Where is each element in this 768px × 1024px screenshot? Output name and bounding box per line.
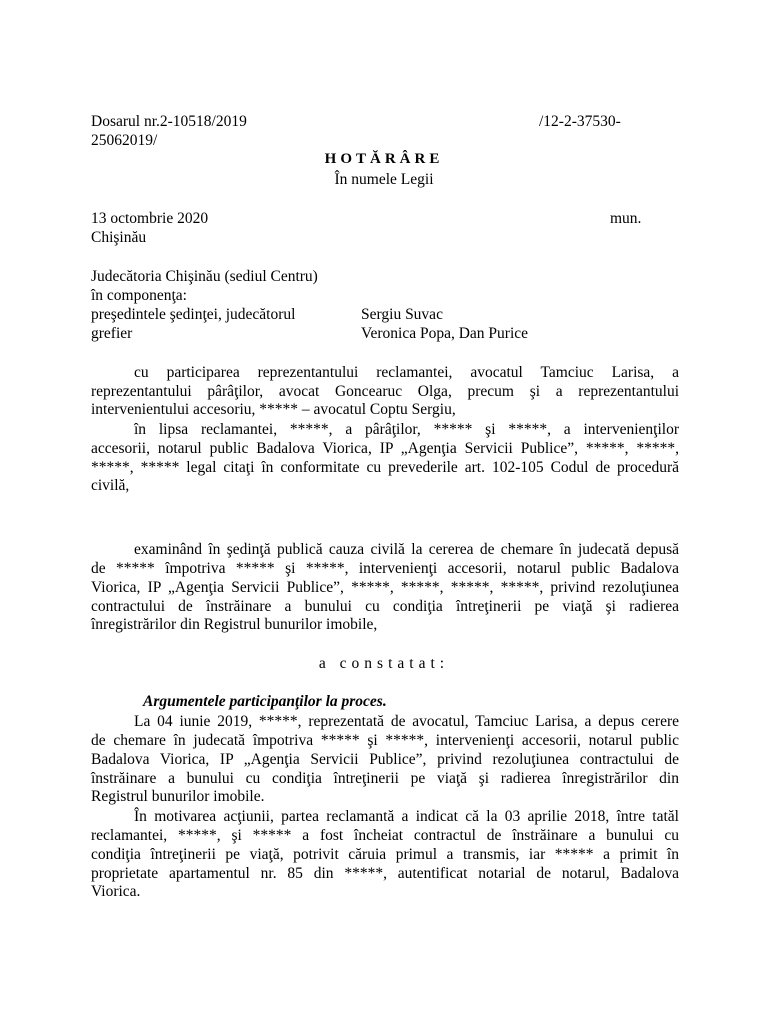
- paragraph-line: de ***** împotriva ***** şi *****, intervenienţi accesorii, notarul public Badalova: [91, 560, 679, 577]
- section-heading: Argumentele participanţilor la proces.: [143, 693, 387, 710]
- paragraph-line: înstrăinare a bunului cu condiţia întreţinerii pe viaţă şi radierea înregistrărilor din: [91, 770, 679, 787]
- paragraph-line: Viorica, IP „Agenţia Servicii Publice”, *****, *****, *****, *****, privind rezoluţiunea: [91, 579, 679, 596]
- paragraph-line: de chemare în judecată împotriva ***** şi *****, intervenienţi accesorii, notarul public: [91, 732, 679, 749]
- paragraph-line: condiţia întreţinerii pe viaţă, potrivit căruia primul a transmis, iar ***** a primit în: [91, 846, 679, 863]
- court-name: Judecătoria Chişinău (sediul Centru): [91, 268, 318, 285]
- paragraph-line: proprietate apartamentul nr. 85 din *****, autentificat notarial de notarul, Badalova: [91, 865, 679, 882]
- paragraph-line: *****, ***** legal citaţi în conformitate cu prevederile art. 102-105 Codul de procedură: [91, 459, 679, 476]
- constatat-heading: a constatat:: [318, 655, 450, 672]
- document-subtitle: În numele Legii: [334, 171, 434, 188]
- clerk-label: grefier: [91, 325, 133, 342]
- court-composition: în componenţa:: [91, 287, 187, 304]
- case-number: Dosarul nr.2-10518/2019: [91, 113, 247, 130]
- paragraph-line: Badalova Viorica, IP „Agenţia Servicii Publice”, privind rezoluţiunea contractului de: [91, 751, 679, 768]
- paragraph-line: Registrul bunurilor imobile.: [91, 788, 265, 805]
- clerk-name: Veronica Popa, Dan Purice: [361, 325, 529, 342]
- paragraph-line: intervenientului accesoriu, ***** – avocatul Coptu Sergiu,: [91, 401, 456, 418]
- decision-date: 13 octombrie 2020: [91, 210, 209, 227]
- paragraph-line: examinând în şedinţă publică cauza civilă la cererea de chemare în judecată depusă: [134, 541, 679, 558]
- paragraph-line: civilă,: [91, 477, 130, 494]
- location-city: Chişinău: [91, 229, 147, 246]
- paragraph-line: La 04 iunie 2019, *****, reprezentată de avocatul, Tamciuc Larisa, a depus cerere: [134, 713, 679, 730]
- paragraph-line: înregistrărilor din Registrul bunurilor imobile,: [91, 616, 378, 633]
- case-number-suffix: /12-2-37530-: [539, 113, 621, 130]
- presiding-name: Sergiu Suvac: [361, 306, 443, 323]
- paragraph-line: reclamantei, *****, şi ***** a fost încheiat contractul de înstrăinare a bunului cu: [91, 827, 679, 844]
- paragraph-line: în lipsa reclamantei, *****, a pârâţilor, ***** şi *****, a intervenienţilor: [134, 421, 679, 438]
- presiding-label: preşedintele şedinţei, judecătorul: [91, 306, 296, 323]
- paragraph-line: contractului de înstrăinare a bunului cu condiţia întreţinerii pe viaţă şi radierea: [91, 598, 679, 615]
- location-prefix: mun.: [610, 210, 642, 227]
- document-title: HOTĂRÂRE: [324, 151, 444, 167]
- case-number-continuation: 25062019/: [91, 132, 158, 149]
- paragraph-line: În motivarea acţiunii, partea reclamantă a indicat că la 03 aprilie 2018, între tatăl: [134, 808, 679, 825]
- paragraph-line: accesorii, notarul public Badalova Viorica, IP „Agenţia Servicii Publice”, *****, *****,: [91, 440, 679, 457]
- paragraph-line: cu participarea reprezentantului reclamantei, avocatul Tamciuc Larisa, a: [134, 364, 679, 381]
- paragraph-line: Viorica.: [91, 883, 141, 900]
- paragraph-line: reprezentantului pârâţilor, avocat Goncearuc Olga, precum şi a reprezentantului: [91, 383, 679, 400]
